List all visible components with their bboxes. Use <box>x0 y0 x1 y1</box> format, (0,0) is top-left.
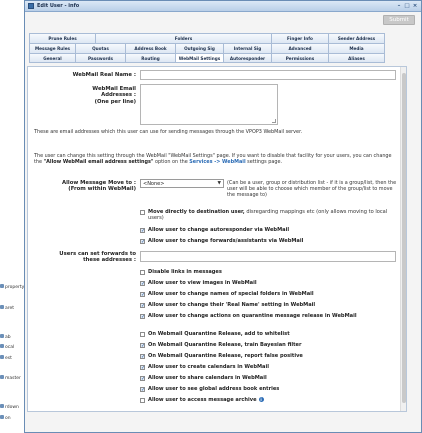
settings-note-post: settings page. <box>245 159 283 166</box>
email-label-line1: WebMail Email <box>92 86 136 92</box>
checkbox-checked[interactable]: ✓ <box>141 227 146 234</box>
tab-passwords[interactable]: Passwords <box>75 53 125 63</box>
option-quarantine-false-positive[interactable] <box>140 353 396 359</box>
bg-item: rdown <box>5 405 19 410</box>
checkbox-checked[interactable]: ✓ <box>141 302 146 309</box>
option-quarantine-bayesian[interactable] <box>140 342 396 348</box>
message-move-label <box>32 180 136 193</box>
settings-note-mid: option on the <box>153 159 190 166</box>
checkbox-checked[interactable]: ✓ <box>141 353 146 360</box>
settings-note-bold: "Allow WebMail email address settings" <box>43 159 154 166</box>
checkbox-checked[interactable]: ✓ <box>141 291 146 298</box>
option-change-autoresponder[interactable] <box>140 227 396 233</box>
folder-icon <box>0 404 4 408</box>
bg-item: on <box>5 416 11 421</box>
bg-item: aret <box>5 306 15 311</box>
vpop3-note: These are email addresses which this user can use for sending messages through the VPOP3 WebMail server. <box>34 129 303 135</box>
forwards-label <box>32 251 136 264</box>
vertical-scrollbar[interactable] <box>400 67 406 411</box>
window-title: Edit User - info <box>37 3 80 9</box>
checkbox-checked[interactable]: ✓ <box>141 364 146 371</box>
option-label: Allow user to change autoresponder via WebMail <box>148 227 290 233</box>
option-sub: disregarding mappings etc (only allows moving to local users) <box>148 209 388 222</box>
option-label: Allow user to see global address book entries <box>148 386 280 392</box>
checkbox[interactable] <box>140 332 145 337</box>
settings-note <box>34 153 396 166</box>
option-label: Allow user to change forwards/assistants via WebMail <box>148 238 304 244</box>
checkbox[interactable] <box>140 210 145 215</box>
bg-item: ocal <box>5 345 15 350</box>
option-label: On Webmail Quarantine Release, report false positive <box>148 353 303 359</box>
checkbox-checked[interactable]: ✓ <box>141 386 146 393</box>
checkbox[interactable] <box>140 398 145 403</box>
tab-media[interactable]: Media <box>328 43 385 53</box>
close-icon[interactable]: × <box>412 3 418 9</box>
option-label: Allow user to view images in WebMail <box>148 280 257 286</box>
email-addresses-label <box>32 86 136 105</box>
checkbox-checked[interactable]: ✓ <box>141 280 146 287</box>
forwards-input[interactable] <box>140 251 396 262</box>
tab-outgoing-sig[interactable]: Outgoing Sig <box>175 43 223 53</box>
option-quarantine-actions[interactable] <box>140 313 396 319</box>
checkbox-checked[interactable]: ✓ <box>141 342 146 349</box>
tab-aliases[interactable]: Aliases <box>328 53 385 63</box>
message-move-note: (Can be a user, group or distribution list - if it is a group/list, then the user will be able to choose which member of the group/list to move the message to) <box>227 180 397 199</box>
tab-webmail-settings[interactable]: WebMail Settings <box>175 53 223 63</box>
tab-autoresponder[interactable]: Autoresponder <box>223 53 271 63</box>
checkbox[interactable] <box>140 270 145 275</box>
scroll-thumb[interactable] <box>402 73 406 403</box>
option-view-images[interactable] <box>140 280 396 286</box>
move-label-line1: Allow Message Move to : <box>61 180 136 186</box>
settings-note-pre: The user can change this setting through the WebMail "WebMail Settings" page. If you want to disable that facility for your users, you can change the <box>34 153 392 166</box>
option-label: Allow user to change their 'Real Name' setting in WebMail <box>148 302 316 308</box>
option-move-direct[interactable] <box>140 209 396 222</box>
option-label: Move directly to destination user, <box>148 209 245 215</box>
bg-item: master <box>5 376 21 381</box>
folder-icon <box>0 375 4 379</box>
message-move-value: <None> <box>143 181 165 187</box>
real-name-input[interactable] <box>140 70 396 80</box>
tab-message-rules[interactable]: Message Rules <box>29 43 75 53</box>
email-label-line2: Addresses : <box>101 92 136 99</box>
title-bar[interactable] <box>25 1 421 12</box>
option-share-calendars[interactable] <box>140 375 396 381</box>
tab-quotas[interactable]: Quotas <box>75 43 125 53</box>
option-create-calendars[interactable] <box>140 364 396 370</box>
message-move-select[interactable] <box>140 179 224 188</box>
email-label-line3: (One per line) <box>94 98 136 105</box>
folder-icon <box>0 284 4 288</box>
tab-permissions[interactable]: Permissions <box>271 53 328 63</box>
checkbox-checked[interactable]: ✓ <box>141 238 146 245</box>
option-label: Allow user to access message archive <box>148 397 257 403</box>
bg-item: ab <box>5 335 11 340</box>
option-special-folders[interactable] <box>140 291 396 297</box>
option-label: Allow user to change names of special folders in WebMail <box>148 291 314 297</box>
tab-sender-address[interactable]: Sender Address <box>328 33 385 43</box>
maximize-icon[interactable]: □ <box>404 3 410 9</box>
forward-label-line1: Users can set forwards to <box>59 251 136 257</box>
folder-icon <box>0 305 4 309</box>
folder-icon <box>0 355 4 359</box>
submit-button[interactable]: Submit <box>383 15 415 25</box>
tab-internal-sig[interactable]: Internal Sig <box>223 43 271 53</box>
webmail-settings-panel <box>27 66 407 412</box>
email-addresses-textarea[interactable] <box>140 84 278 125</box>
tab-routing[interactable]: Routing <box>125 53 175 63</box>
option-label: Allow user to change actions on quarantine message release in WebMail <box>148 313 357 319</box>
tab-finger-info[interactable]: Finger Info <box>271 33 328 43</box>
tab-address-book[interactable]: Address Book <box>125 43 175 53</box>
minimize-icon[interactable]: – <box>397 3 401 9</box>
option-label: Disable links in messages <box>148 269 222 275</box>
option-disable-links[interactable] <box>140 269 396 275</box>
window-icon <box>28 3 34 9</box>
background-app-strip <box>0 0 24 433</box>
folder-icon <box>0 415 4 419</box>
option-label: Allow user to create calendars in WebMail <box>148 364 269 370</box>
move-label-line2: (From within WebMail) <box>68 186 136 193</box>
bg-item: est <box>5 356 12 361</box>
option-quarantine-whitelist[interactable] <box>140 331 396 337</box>
folder-icon <box>0 344 4 348</box>
real-name-label: WebMail Real Name : <box>72 72 136 78</box>
services-webmail-link[interactable]: Services -> WebMail <box>189 159 246 166</box>
option-message-archive[interactable] <box>140 397 396 403</box>
resize-grip-icon[interactable] <box>272 119 276 123</box>
tab-folders[interactable]: Folders <box>95 33 271 43</box>
info-icon[interactable]: i <box>260 397 262 402</box>
tab-grid <box>29 33 416 63</box>
tab-general[interactable]: General <box>29 53 75 63</box>
option-label: Allow user to share calendars in WebMail <box>148 375 267 381</box>
forward-label-line2: these addresses : <box>83 257 136 264</box>
folder-icon <box>0 334 4 338</box>
chevron-down-icon: ▼ <box>217 181 221 186</box>
option-label: On Webmail Quarantine Release, train Bayesian filter <box>148 342 302 348</box>
tab-prune-rules[interactable]: Prune Rules <box>29 33 95 43</box>
option-real-name[interactable] <box>140 302 396 308</box>
option-global-address-book[interactable] <box>140 386 396 392</box>
checkbox-checked[interactable]: ✓ <box>141 313 146 320</box>
option-change-forwards[interactable] <box>140 238 396 244</box>
bg-item: property <box>5 285 25 290</box>
checkbox-checked[interactable]: ✓ <box>141 375 146 382</box>
tab-advanced[interactable]: Advanced <box>271 43 328 53</box>
option-label: On Webmail Quarantine Release, add to whitelist <box>148 331 290 337</box>
